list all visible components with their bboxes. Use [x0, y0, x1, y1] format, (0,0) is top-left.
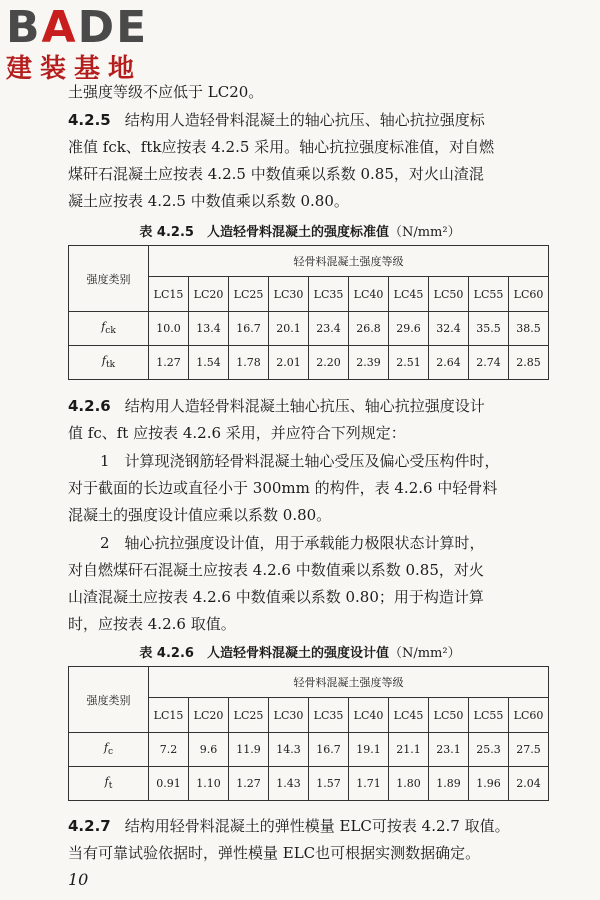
value-cell: 23.4	[309, 312, 349, 346]
value-cell: 2.51	[389, 346, 429, 380]
table-4-2-5-caption: 表 4.2.5 人造轻骨料混凝土的强度标准值（N/mm²）	[139, 225, 461, 240]
value-cell: 19.1	[349, 733, 389, 767]
grade-cell: LC40	[349, 277, 389, 312]
table-row	[69, 733, 549, 767]
value-cell: 2.20	[309, 346, 349, 380]
grade-cell: LC55	[469, 698, 509, 733]
value-cell: 2.74	[469, 346, 509, 380]
table-4-2-6	[68, 666, 549, 801]
row-label: $f_{tk}$	[69, 346, 149, 380]
watermark-brand: BADE	[6, 2, 149, 53]
section-4-2-5-line4: 凝土应按表 4.2.5 中数值乘以系数 0.80。	[68, 192, 349, 210]
section-4-2-5-line3: 煤矸石混凝土应按表 4.2.5 中数值乘以系数 0.85，对火山渣混	[68, 165, 484, 183]
grade-cell: LC15	[149, 277, 189, 312]
grade-cell: LC60	[509, 698, 549, 733]
table-4-2-6-caption: 表 4.2.6 人造轻骨料混凝土的强度设计值（N/mm²）	[139, 646, 461, 661]
section-number: 4.2.5	[68, 111, 111, 129]
grade-cell: LC50	[429, 698, 469, 733]
value-cell: 29.6	[389, 312, 429, 346]
section-4-2-6-line2: 值 fc、ft 应按表 4.2.6 采用，并应符合下列规定：	[68, 424, 406, 442]
grade-cell: LC40	[349, 698, 389, 733]
value-cell: 32.4	[429, 312, 469, 346]
value-cell: 21.1	[389, 733, 429, 767]
section-4-2-5-line2: 准值 fck、ftk应按表 4.2.5 采用。轴心抗拉强度标准值，对自燃	[68, 138, 495, 156]
grade-cell: LC55	[469, 277, 509, 312]
value-cell: 1.89	[429, 767, 469, 801]
value-cell: 1.80	[389, 767, 429, 801]
watermark-site: 建装基地	[6, 54, 143, 84]
value-cell: 25.3	[469, 733, 509, 767]
section-number: 4.2.6	[68, 397, 111, 415]
value-cell: 27.5	[509, 733, 549, 767]
category-header: 强度类别	[69, 246, 149, 312]
value-cell: 1.27	[149, 346, 189, 380]
grade-cell: LC50	[429, 277, 469, 312]
value-cell: 7.2	[149, 733, 189, 767]
item-2-line4: 时，应按表 4.2.6 取值。	[68, 615, 236, 633]
item-1-line1: 1 计算现浇钢筋轻骨料混凝土轴心受压及偏心受压构件时，	[100, 452, 500, 470]
value-cell: 23.1	[429, 733, 469, 767]
grade-cell: LC30	[269, 698, 309, 733]
value-cell: 2.85	[509, 346, 549, 380]
row-label: $f_t$	[69, 767, 149, 801]
value-cell: 0.91	[149, 767, 189, 801]
value-cell: 14.3	[269, 733, 309, 767]
item-1-line3: 混凝土的强度设计值应乘以系数 0.80。	[68, 506, 332, 524]
value-cell: 11.9	[229, 733, 269, 767]
value-cell: 1.54	[189, 346, 229, 380]
section-4-2-6-line1: 4.2.6 结构用人造轻骨料混凝土轴心抗压、轴心抗拉强度设计	[68, 397, 485, 415]
grade-cell: LC45	[389, 277, 429, 312]
grade-cell: LC35	[309, 277, 349, 312]
value-cell: 2.04	[509, 767, 549, 801]
grade-cell: LC35	[309, 698, 349, 733]
value-cell: 10.0	[149, 312, 189, 346]
value-cell: 1.27	[229, 767, 269, 801]
value-cell: 2.39	[349, 346, 389, 380]
group-header: 轻骨料混凝土强度等级	[149, 667, 549, 698]
grade-cell: LC20	[189, 698, 229, 733]
grade-cell: LC25	[229, 277, 269, 312]
section-4-2-7-line2: 当有可靠试验依据时，弹性模量 ELC也可根据实测数据确定。	[68, 844, 481, 862]
section-4-2-7-line1: 4.2.7 结构用轻骨料混凝土的弹性模量 ELC可按表 4.2.7 取值。	[68, 817, 510, 835]
section-number: 4.2.7	[68, 817, 111, 835]
top-line: 土强度等级不应低于 LC20。	[68, 83, 264, 101]
row-label: $f_{ck}$	[69, 312, 149, 346]
value-cell: 1.96	[469, 767, 509, 801]
value-cell: 1.71	[349, 767, 389, 801]
grade-cell: LC60	[509, 277, 549, 312]
value-cell: 26.8	[349, 312, 389, 346]
grade-cell: LC15	[149, 698, 189, 733]
table-4-2-5	[68, 245, 549, 380]
row-label: $f_c$	[69, 733, 149, 767]
value-cell: 1.43	[269, 767, 309, 801]
value-cell: 1.10	[189, 767, 229, 801]
table-row	[69, 767, 549, 801]
grade-cell: LC20	[189, 277, 229, 312]
value-cell: 16.7	[229, 312, 269, 346]
value-cell: 20.1	[269, 312, 309, 346]
category-header: 强度类别	[69, 667, 149, 733]
table-row	[69, 312, 549, 346]
page-number: 10	[68, 870, 89, 889]
value-cell: 16.7	[309, 733, 349, 767]
value-cell: 2.01	[269, 346, 309, 380]
item-1-line2: 对于截面的长边或直径小于 300mm 的构件，表 4.2.6 中轻骨料	[68, 479, 498, 497]
grade-cell: LC30	[269, 277, 309, 312]
value-cell: 9.6	[189, 733, 229, 767]
value-cell: 1.57	[309, 767, 349, 801]
item-2-line1: 2 轴心抗拉强度设计值，用于承载能力极限状态计算时，	[100, 534, 485, 552]
item-2-line2: 对自燃煤矸石混凝土应按表 4.2.6 中数值乘以系数 0.85，对火	[68, 561, 484, 579]
value-cell: 38.5	[509, 312, 549, 346]
table-row	[69, 346, 549, 380]
value-cell: 2.64	[429, 346, 469, 380]
item-2-line3: 山渣混凝土应按表 4.2.6 中数值乘以系数 0.80；用于构造计算	[68, 588, 484, 606]
group-header: 轻骨料混凝土强度等级	[149, 246, 549, 277]
value-cell: 35.5	[469, 312, 509, 346]
section-4-2-5-line1: 4.2.5 结构用人造轻骨料混凝土的轴心抗压、轴心抗拉强度标	[68, 111, 485, 129]
grade-cell: LC25	[229, 698, 269, 733]
value-cell: 13.4	[189, 312, 229, 346]
value-cell: 1.78	[229, 346, 269, 380]
grade-cell: LC45	[389, 698, 429, 733]
